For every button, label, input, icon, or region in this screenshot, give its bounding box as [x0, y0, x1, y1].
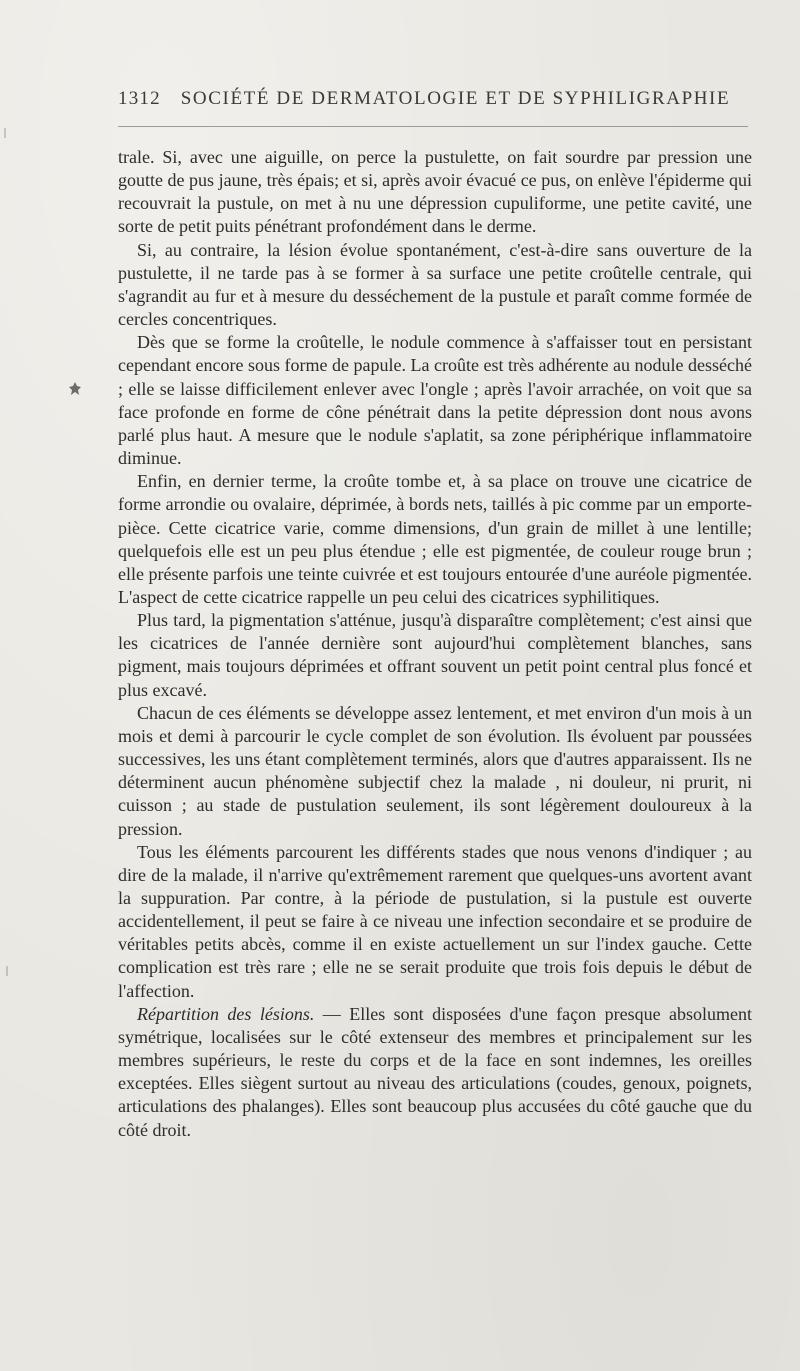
paragraph-4: Enfin, en dernier terme, la croûte tombe et, à sa place on trouve une cicatrice de forme arrondie ou ovalaire, déprimée, à bords nets, taillés à pic comme par un emporte-pièce. Cette cicatrice varie, comme dimensions, d'un grain de millet à une lentille; quelquefois elle est un peu plus étendue ; elle est pigmentée, de couleur rouge brun ; elle présente parfois une teinte cuivrée et est toujours entourée d'une auréole pigmentée. L'aspect de cette cicatrice rappelle un peu celui des cicatrices syphilitiques.: [118, 471, 752, 607]
paragraph-7: Tous les éléments parcourent les différents stades que nous venons d'indiquer ; au dire de la malade, il n'arrive qu'extrêmement rarement que quelques-uns avortent avant la suppuration. Par contre, à la période de pustulation, si la pustule est ouverte accidentellement, il peut se faire à ce niveau une infection secondaire et se produire de véritables petits abcès, comme il en existe actuellement un sur l'index gauche. Cette complication est très rare ; elle ne se serait produite que trois fois depuis le début de l'affection.: [118, 841, 752, 1001]
scan-speck: [6, 966, 8, 976]
paragraph-3: Dès que se forme la croûtelle, le nodule commence à s'affaisser tout en persistant cependant encore sous forme de papule. La croûte est très adhérente au nodule desséché ; elle se laisse difficilement enlever avec l'ongle ; après l'avoir arrachée, on voit que sa face profonde en forme de cône pénétrait dans la petite dépression dont nous avons parlé plus haut. A mesure que le nodule s'aplatit, sa zone périphérique inflammatoire diminue.: [118, 332, 752, 469]
page-number: 1312: [118, 88, 161, 109]
paragraph-5: Plus tard, la pigmentation s'atténue, jusqu'à disparaître complètement; c'est ainsi que les cicatrices de l'année dernière sont aujourd'hui complètement blanches, sans pigment, mais toujours déprimées et offrant souvent un petit point central plus foncé et plus excavé.: [118, 610, 752, 700]
paragraph-8-text: — Elles sont disposées d'une façon presque absolument symétrique, localisées sur le côté extenseur des membres et principalement sur les membres supérieurs, le reste du corps et de la face en sont indemnes, les oreilles exceptées. Elles siègent surtout au niveau des articulations (coudes, genoux, poignets, articulations des phalanges). Elles sont beaucoup plus accusées du côté gauche que du côté droit.: [118, 1003, 752, 1140]
article-body: [118, 146, 752, 1142]
header-rule: [118, 126, 748, 127]
section-heading-italic: Répartition des lésions.: [137, 1003, 315, 1024]
running-header: [118, 88, 750, 118]
paragraph-1: trale. Si, avec une aiguille, on perce la pustulette, on fait sourdre par pression une goutte de pus jaune, très épais; et si, après avoir évacué ce pus, on enlève l'épiderme qui recouvrait la pustule, on met à nu une dépression cupuliforme, une petite cavité, une sorte de petit puits pénétrant profondément dans le derme.: [118, 147, 752, 237]
ink-blot-mark: [67, 381, 83, 397]
running-title: SOCIÉTÉ DE DERMATOLOGIE ET DE SYPHILIGRAPHIE: [180, 88, 731, 109]
scan-speck: [4, 128, 6, 138]
paragraph-8: [118, 1003, 752, 1142]
paragraph-6: Chacun de ces éléments se développe assez lentement, et met environ d'un mois à un mois et demi à parcourir le cycle complet de son évolution. Ils évoluent par poussées successives, les uns étant complètement terminés, alors que d'autres apparaissent. Ils ne déterminent aucun phénomène subjectif chez la malade , ni douleur, ni prurit, ni cuisson ; au stade de pustulation seulement, ils sont légèrement douloureux à la pression.: [118, 702, 752, 839]
paragraph-2: Si, au contraire, la lésion évolue spontanément, c'est-à-dire sans ouverture de la pustulette, il ne tarde pas à se former à sa surface une petite croûtelle centrale, qui s'agrandit au fur et à mesure du desséchement de la pustule et paraît comme formée de cercles concentriques.: [118, 239, 752, 330]
